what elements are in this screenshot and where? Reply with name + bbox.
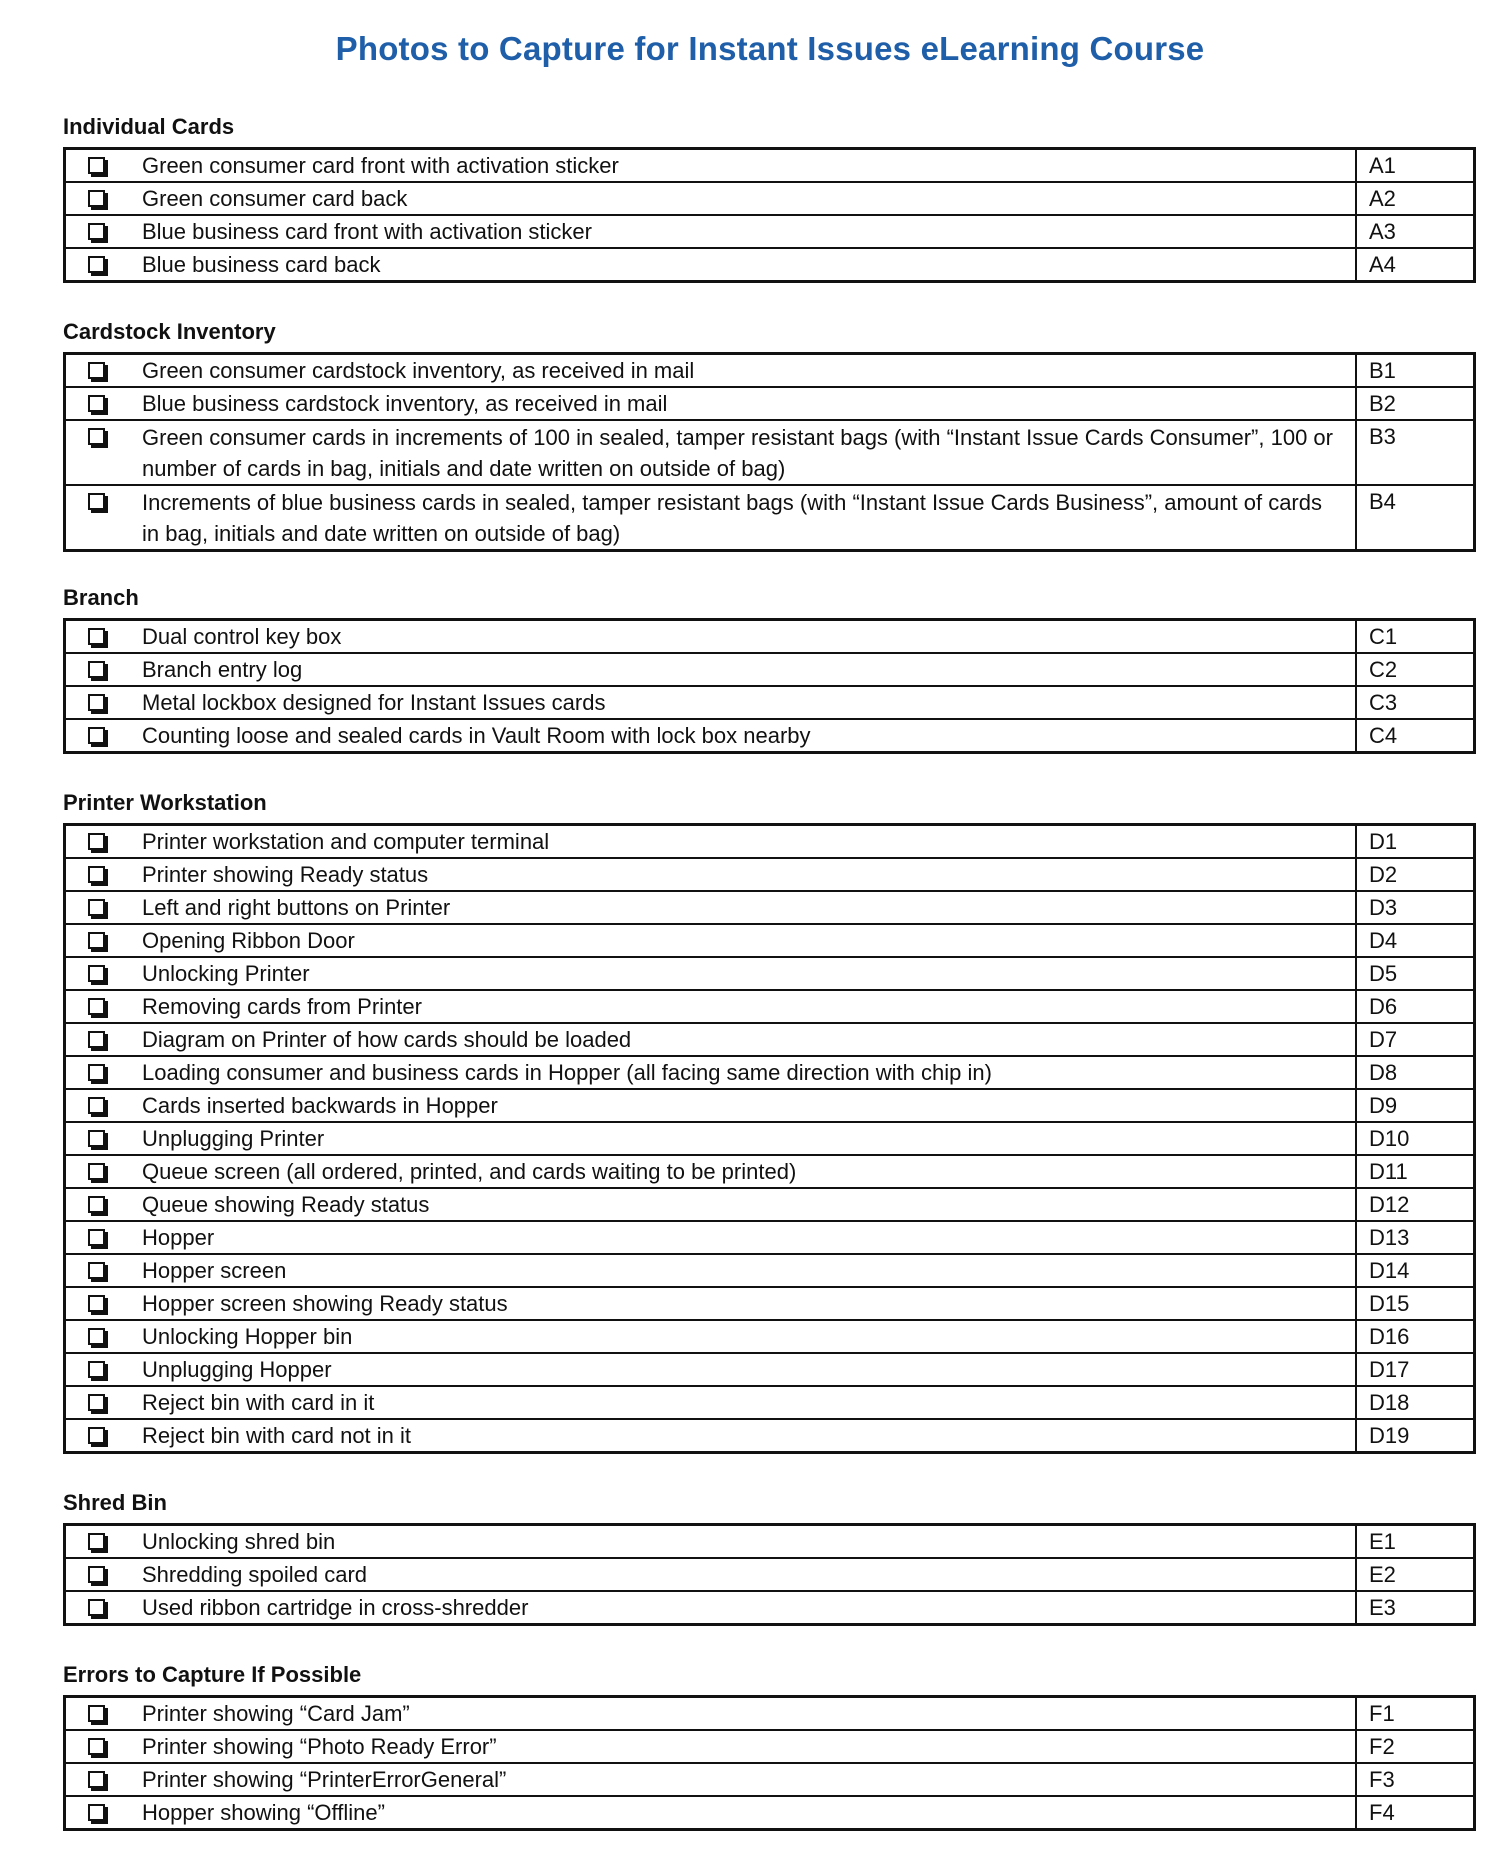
checkbox-icon[interactable] xyxy=(88,1328,105,1345)
checklist-row xyxy=(65,1056,1475,1089)
task-item xyxy=(88,720,1341,751)
task-cell xyxy=(65,620,1357,654)
checklist-row xyxy=(65,1591,1475,1625)
photo-code: D10 xyxy=(1356,1122,1475,1155)
task-item xyxy=(88,1222,1341,1253)
checkbox-icon[interactable] xyxy=(88,1262,105,1279)
task-text: Cards inserted backwards in Hopper xyxy=(142,1093,498,1118)
checklist-row xyxy=(65,1122,1475,1155)
task-text: Hopper screen xyxy=(142,1258,287,1283)
checklist-row xyxy=(65,1525,1475,1559)
photo-code: C3 xyxy=(1356,686,1475,719)
task-item xyxy=(88,1526,1341,1557)
checklist-row xyxy=(65,215,1475,248)
task-text: Unplugging Printer xyxy=(142,1126,325,1151)
task-text: Diagram on Printer of how cards should be loaded xyxy=(142,1027,632,1052)
task-cell xyxy=(65,1089,1357,1122)
task-cell xyxy=(65,1730,1357,1763)
checklist-row xyxy=(65,1730,1475,1763)
checklist-row xyxy=(65,1089,1475,1122)
task-text: Shredding spoiled card xyxy=(142,1562,368,1587)
photo-code: E2 xyxy=(1356,1558,1475,1591)
photo-code: D15 xyxy=(1356,1287,1475,1320)
task-cell xyxy=(65,215,1357,248)
checklist-row xyxy=(65,1419,1475,1453)
checkbox-icon[interactable] xyxy=(88,998,105,1015)
section-cardstock-inventory xyxy=(63,318,1476,552)
checkbox-icon[interactable] xyxy=(88,1130,105,1147)
photo-code: D8 xyxy=(1356,1056,1475,1089)
photo-code: C2 xyxy=(1356,653,1475,686)
task-item xyxy=(88,421,1341,484)
checkbox-icon[interactable] xyxy=(88,1566,105,1583)
task-text: Printer workstation and computer terminal xyxy=(142,829,550,854)
checkbox-icon[interactable] xyxy=(88,1738,105,1755)
checkbox-icon[interactable] xyxy=(88,1599,105,1616)
task-cell xyxy=(65,990,1357,1023)
photo-code: B1 xyxy=(1356,354,1475,388)
photo-code: D19 xyxy=(1356,1419,1475,1453)
task-cell xyxy=(65,1763,1357,1796)
task-item xyxy=(88,1090,1341,1121)
photo-code: B3 xyxy=(1356,420,1475,485)
task-cell xyxy=(65,686,1357,719)
task-text: Green consumer card front with activation sticker xyxy=(142,153,619,178)
task-item xyxy=(88,687,1341,718)
checklist-row xyxy=(65,719,1475,753)
photo-code: D16 xyxy=(1356,1320,1475,1353)
task-cell xyxy=(65,891,1357,924)
task-cell xyxy=(65,1353,1357,1386)
photo-code: D11 xyxy=(1356,1155,1475,1188)
photo-code: A4 xyxy=(1356,248,1475,282)
task-item xyxy=(88,1387,1341,1418)
section-branch xyxy=(63,584,1476,754)
checkbox-icon[interactable] xyxy=(88,833,105,850)
task-item xyxy=(88,1255,1341,1286)
checklist-row xyxy=(65,653,1475,686)
photo-code: E3 xyxy=(1356,1591,1475,1625)
task-cell xyxy=(65,858,1357,891)
task-item xyxy=(88,216,1341,247)
task-cell xyxy=(65,1221,1357,1254)
task-text: Blue business cardstock inventory, as received in mail xyxy=(142,391,668,416)
task-cell xyxy=(65,387,1357,420)
task-cell xyxy=(65,825,1357,859)
task-item xyxy=(88,859,1341,890)
task-text: Printer showing “Photo Ready Error” xyxy=(142,1734,497,1759)
checkbox-icon[interactable] xyxy=(88,1295,105,1312)
task-item xyxy=(88,1764,1341,1795)
checkbox-icon[interactable] xyxy=(88,190,105,207)
checkbox-icon[interactable] xyxy=(88,157,105,174)
task-text: Printer showing Ready status xyxy=(142,862,429,887)
checkbox-icon[interactable] xyxy=(88,1163,105,1180)
section-title: Shred Bin xyxy=(63,1490,167,1515)
photo-code: D12 xyxy=(1356,1188,1475,1221)
task-text: Opening Ribbon Door xyxy=(142,928,355,953)
photo-code: D5 xyxy=(1356,957,1475,990)
task-cell xyxy=(65,1419,1357,1453)
task-text: Unlocking Printer xyxy=(142,961,310,986)
checkbox-icon[interactable] xyxy=(88,1097,105,1114)
task-item xyxy=(88,355,1341,386)
checkbox-icon[interactable] xyxy=(88,866,105,883)
checkbox-icon[interactable] xyxy=(88,932,105,949)
task-item xyxy=(88,1123,1341,1154)
photo-code: D3 xyxy=(1356,891,1475,924)
task-text: Green consumer cardstock inventory, as received in mail xyxy=(142,358,695,383)
task-text: Reject bin with card not in it xyxy=(142,1423,412,1448)
task-text: Queue showing Ready status xyxy=(142,1192,430,1217)
photo-code: D14 xyxy=(1356,1254,1475,1287)
checklist-row xyxy=(65,957,1475,990)
checklist-row xyxy=(65,1796,1475,1830)
checklist-row xyxy=(65,1558,1475,1591)
checklist-row xyxy=(65,354,1475,388)
checklist-table xyxy=(63,147,1476,283)
task-cell xyxy=(65,924,1357,957)
photo-code: A1 xyxy=(1356,149,1475,183)
checkbox-icon[interactable] xyxy=(88,1771,105,1788)
checklist-row xyxy=(65,1254,1475,1287)
checkbox-icon[interactable] xyxy=(88,899,105,916)
task-cell xyxy=(65,1558,1357,1591)
checklist-row xyxy=(65,1386,1475,1419)
checklist-row xyxy=(65,1221,1475,1254)
task-item xyxy=(88,1057,1341,1088)
task-cell xyxy=(65,1023,1357,1056)
task-text: Hopper showing “Offline” xyxy=(142,1800,385,1825)
task-item xyxy=(88,486,1341,549)
task-text: Hopper screen showing Ready status xyxy=(142,1291,508,1316)
task-item xyxy=(88,892,1341,923)
photo-code: B2 xyxy=(1356,387,1475,420)
checkbox-icon[interactable] xyxy=(88,1804,105,1821)
checklist-table xyxy=(63,823,1476,1454)
photo-code: F1 xyxy=(1356,1697,1475,1731)
task-text: Unlocking shred bin xyxy=(142,1529,336,1554)
checkbox-icon[interactable] xyxy=(88,1394,105,1411)
photo-code: F3 xyxy=(1356,1763,1475,1796)
checklist-table xyxy=(63,618,1476,754)
task-cell xyxy=(65,420,1357,485)
checklist-row xyxy=(65,485,1475,551)
section-title: Cardstock Inventory xyxy=(63,319,276,344)
photo-code: D13 xyxy=(1356,1221,1475,1254)
checkbox-icon[interactable] xyxy=(88,965,105,982)
task-item xyxy=(88,826,1341,857)
checklist-row xyxy=(65,182,1475,215)
checkbox-icon[interactable] xyxy=(88,1031,105,1048)
task-cell xyxy=(65,1796,1357,1830)
task-cell xyxy=(65,1287,1357,1320)
task-text: Loading consumer and business cards in Hopper (all facing same direction with chip in) xyxy=(142,1060,992,1085)
checklist-table xyxy=(63,1695,1476,1831)
checklist-row xyxy=(65,686,1475,719)
task-cell xyxy=(65,719,1357,753)
task-item xyxy=(88,621,1341,652)
task-cell xyxy=(65,1254,1357,1287)
task-text: Queue screen (all ordered, printed, and cards waiting to be printed) xyxy=(142,1159,797,1184)
checklist-row xyxy=(65,1320,1475,1353)
task-cell xyxy=(65,1056,1357,1089)
checklist-row xyxy=(65,858,1475,891)
checkbox-icon[interactable] xyxy=(88,395,105,412)
photo-code: D4 xyxy=(1356,924,1475,957)
section-title: Errors to Capture If Possible xyxy=(63,1662,362,1687)
checkbox-icon[interactable] xyxy=(88,727,105,744)
task-item xyxy=(88,1189,1341,1220)
section-title: Individual Cards xyxy=(63,114,235,139)
task-item xyxy=(88,1698,1341,1729)
checklist-row xyxy=(65,1287,1475,1320)
checkbox-icon[interactable] xyxy=(88,1064,105,1081)
task-item xyxy=(88,1420,1341,1451)
task-cell xyxy=(65,1386,1357,1419)
checklist-row xyxy=(65,149,1475,183)
checklist-row xyxy=(65,825,1475,859)
task-cell xyxy=(65,1155,1357,1188)
task-text: Printer showing “PrinterErrorGeneral” xyxy=(142,1767,507,1792)
checklist-row xyxy=(65,1023,1475,1056)
checklist-table xyxy=(63,1523,1476,1626)
document-title: Photos to Capture for Instant Issues eLearning Course xyxy=(335,30,1205,67)
task-cell xyxy=(65,485,1357,551)
checklist-table xyxy=(63,352,1476,552)
task-text: Blue business card front with activation sticker xyxy=(142,219,592,244)
task-cell xyxy=(65,1591,1357,1625)
task-text: Blue business card back xyxy=(142,252,381,277)
task-cell xyxy=(65,149,1357,183)
checkbox-icon[interactable] xyxy=(88,694,105,711)
checklist-row xyxy=(65,990,1475,1023)
task-text: Green consumer card back xyxy=(142,186,408,211)
task-cell xyxy=(65,1188,1357,1221)
checkbox-icon[interactable] xyxy=(88,1196,105,1213)
task-cell xyxy=(65,354,1357,388)
task-item xyxy=(88,249,1341,280)
photo-code: D7 xyxy=(1356,1023,1475,1056)
checkbox-icon[interactable] xyxy=(88,428,105,445)
task-item xyxy=(88,654,1341,685)
task-item xyxy=(88,1731,1341,1762)
task-text: Removing cards from Printer xyxy=(142,994,422,1019)
photo-code: A2 xyxy=(1356,182,1475,215)
task-cell xyxy=(65,248,1357,282)
checkbox-icon[interactable] xyxy=(88,1533,105,1550)
checklist-row xyxy=(65,1697,1475,1731)
task-item xyxy=(88,958,1341,989)
checkbox-icon[interactable] xyxy=(88,661,105,678)
task-text: Green consumer cards in increments of 100 in sealed, tamper resistant bags (with “Instant Issue Cards Consumer”, 100 or number of cards in bag, initials and date written on outside of bag) xyxy=(142,425,1333,481)
task-item xyxy=(88,1354,1341,1385)
task-text: Increments of blue business cards in sealed, tamper resistant bags (with “Instant Issue Cards Business”, amount of cards in bag, initials and date written on outside of bag) xyxy=(142,490,1322,546)
task-text: Hopper xyxy=(142,1225,215,1250)
checklist-row xyxy=(65,1763,1475,1796)
checkbox-icon[interactable] xyxy=(88,493,105,510)
task-item xyxy=(88,183,1341,214)
task-item xyxy=(88,1156,1341,1187)
task-item xyxy=(88,991,1341,1022)
checkbox-icon[interactable] xyxy=(88,256,105,273)
task-item xyxy=(88,1559,1341,1590)
task-item xyxy=(88,1288,1341,1319)
checkbox-icon[interactable] xyxy=(88,1705,105,1722)
task-text: Metal lockbox designed for Instant Issues cards xyxy=(142,690,606,715)
checkbox-icon[interactable] xyxy=(88,1229,105,1246)
task-text: Used ribbon cartridge in cross-shredder xyxy=(142,1595,529,1620)
checklist-row xyxy=(65,248,1475,282)
task-item xyxy=(88,150,1341,181)
checklist-row xyxy=(65,891,1475,924)
photo-code: D9 xyxy=(1356,1089,1475,1122)
checklist-row xyxy=(65,1188,1475,1221)
photo-code: E1 xyxy=(1356,1525,1475,1559)
task-text: Printer showing “Card Jam” xyxy=(142,1701,410,1726)
task-cell xyxy=(65,653,1357,686)
task-cell xyxy=(65,1122,1357,1155)
task-item xyxy=(88,1797,1341,1828)
section-title: Branch xyxy=(63,585,139,610)
section-title: Printer Workstation xyxy=(63,790,267,815)
task-text: Unplugging Hopper xyxy=(142,1357,332,1382)
task-text: Counting loose and sealed cards in Vault Room with lock box nearby xyxy=(142,723,811,748)
photo-code: C1 xyxy=(1356,620,1475,654)
task-text: Branch entry log xyxy=(142,657,303,682)
photo-code: D18 xyxy=(1356,1386,1475,1419)
photo-code: D1 xyxy=(1356,825,1475,859)
checklist-row xyxy=(65,1353,1475,1386)
photo-code: D17 xyxy=(1356,1353,1475,1386)
checklist-row xyxy=(65,1155,1475,1188)
checkbox-icon[interactable] xyxy=(88,362,105,379)
task-cell xyxy=(65,1320,1357,1353)
task-cell xyxy=(65,1525,1357,1559)
task-item xyxy=(88,1321,1341,1352)
photo-code: D2 xyxy=(1356,858,1475,891)
task-cell xyxy=(65,957,1357,990)
checkbox-icon[interactable] xyxy=(88,1361,105,1378)
section-individual-cards xyxy=(63,113,1476,283)
photo-code: F4 xyxy=(1356,1796,1475,1830)
section-printer-workstation xyxy=(63,789,1476,1454)
task-item xyxy=(88,388,1341,419)
photo-code: C4 xyxy=(1356,719,1475,753)
task-cell xyxy=(65,1697,1357,1731)
checklist-row xyxy=(65,620,1475,654)
task-item xyxy=(88,925,1341,956)
checkbox-icon[interactable] xyxy=(88,1427,105,1444)
task-text: Unlocking Hopper bin xyxy=(142,1324,353,1349)
checkbox-icon[interactable] xyxy=(88,628,105,645)
task-item xyxy=(88,1024,1341,1055)
photo-code: B4 xyxy=(1356,485,1475,551)
checkbox-icon[interactable] xyxy=(88,223,105,240)
checklist-row xyxy=(65,420,1475,485)
photo-code: F2 xyxy=(1356,1730,1475,1763)
task-text: Left and right buttons on Printer xyxy=(142,895,451,920)
checklist-row xyxy=(65,387,1475,420)
checklist-row xyxy=(65,924,1475,957)
task-text: Reject bin with card in it xyxy=(142,1390,375,1415)
task-item xyxy=(88,1592,1341,1623)
task-text: Dual control key box xyxy=(142,624,342,649)
photo-code: A3 xyxy=(1356,215,1475,248)
photo-code: D6 xyxy=(1356,990,1475,1023)
task-cell xyxy=(65,182,1357,215)
section-errors xyxy=(63,1661,1476,1831)
section-shred-bin xyxy=(63,1489,1476,1626)
